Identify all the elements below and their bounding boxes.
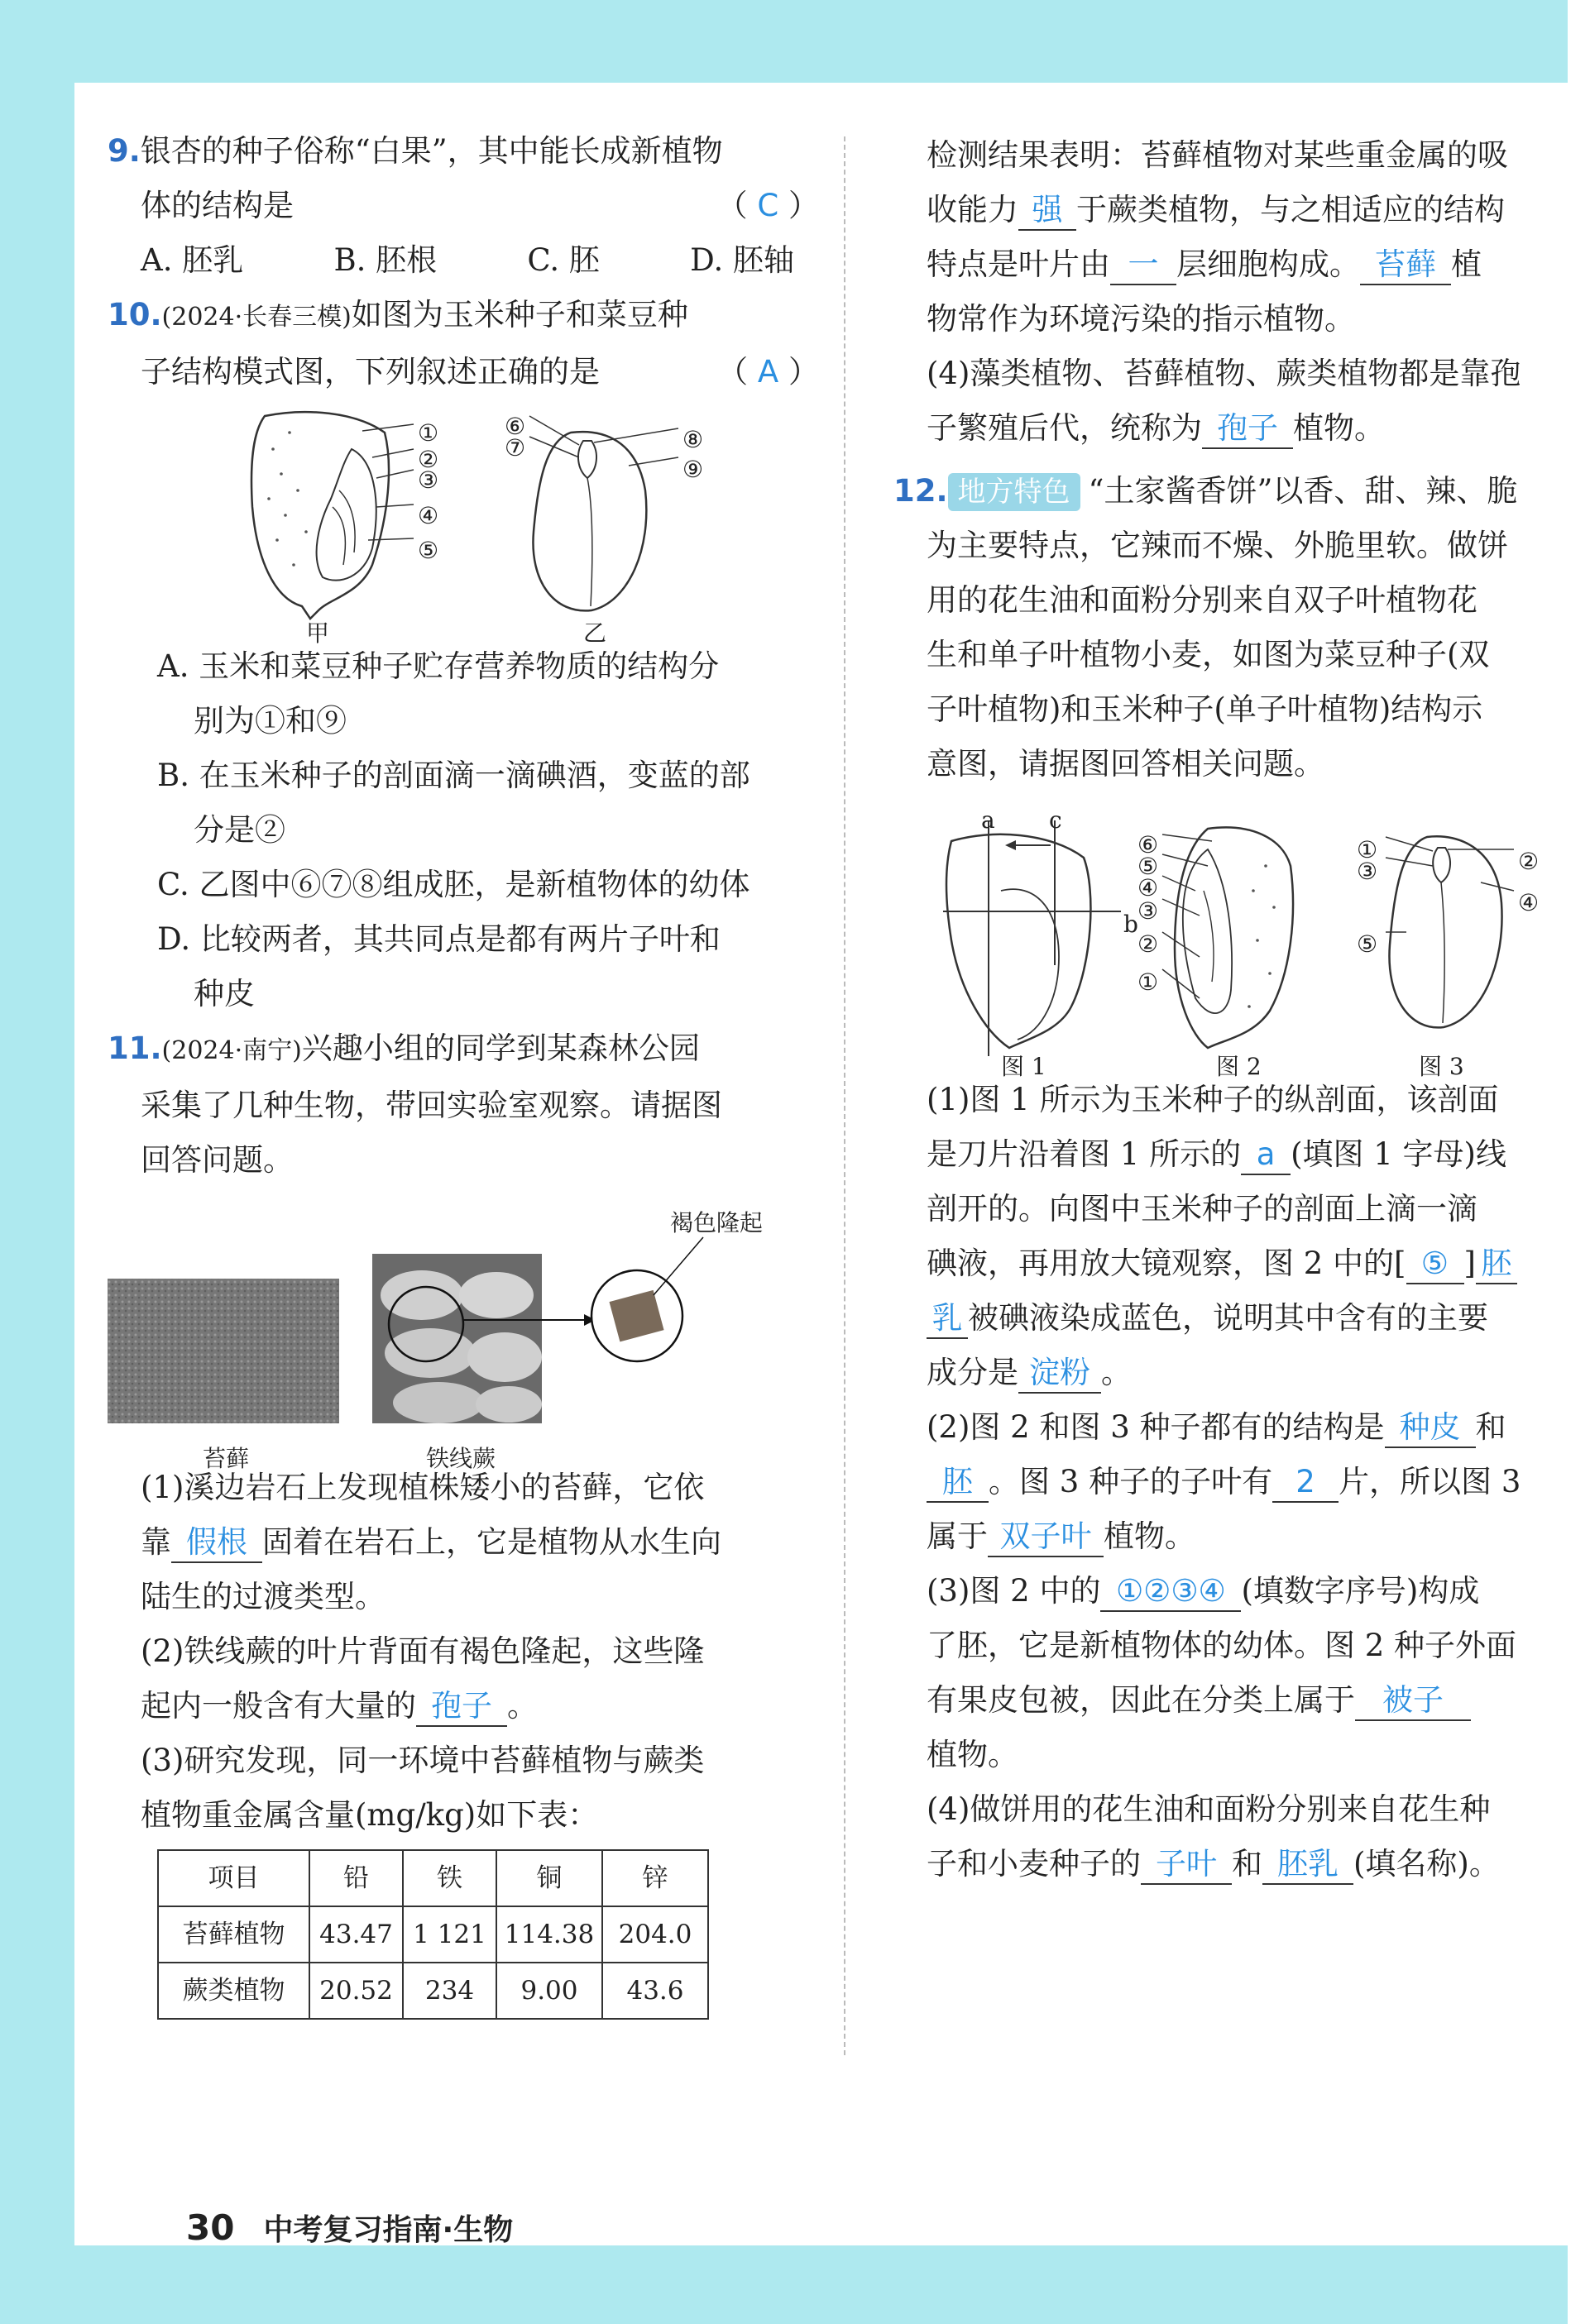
moss-fern-photos	[108, 1188, 819, 1461]
answer-blank: 胚	[927, 1463, 989, 1503]
answer-blank: 双子叶	[988, 1518, 1104, 1557]
option-d: D. 胚轴	[690, 242, 794, 278]
seed-figure-jia-yi	[141, 399, 819, 647]
label-5: ⑤	[1357, 930, 1378, 958]
question-text: 体的结构是	[141, 188, 294, 223]
label-1: ①	[1357, 836, 1378, 863]
label-4: ④	[418, 502, 439, 529]
option-a: A. 胚乳	[141, 242, 244, 278]
table-header-cell: 项目	[158, 1850, 309, 1906]
caption-fig3: 图 3	[1419, 1053, 1464, 1080]
seed-figure-1-2-3	[927, 800, 1547, 1080]
answer-blank: 被子	[1355, 1681, 1471, 1721]
answer-blank: 假根	[171, 1523, 262, 1563]
table-cell: 苔藓植物	[158, 1906, 309, 1963]
question-number: 10.	[108, 297, 162, 332]
answer-blank: 子叶	[1141, 1845, 1232, 1885]
label-5: ⑤	[418, 537, 439, 564]
answer-choice: A	[757, 354, 779, 390]
sub-question-3: (3)研究发现，同一环境中苔藓植物与蕨类	[141, 1743, 705, 1778]
seed-diagram	[141, 399, 819, 639]
option-b: B. 在玉米种子的剖面滴一滴碘酒，变蓝的部	[157, 758, 750, 793]
question-text: 银杏的种子俗称“白果”，其中能长成新植物	[140, 133, 723, 169]
options-row	[141, 233, 794, 288]
table-header-cell: 锌	[602, 1850, 708, 1906]
answer-blank: 乳	[927, 1299, 968, 1339]
callout-label: 褐色隆起	[670, 1209, 764, 1236]
sub-question-3: (3)图 2 中的 ①②③④ (填数字序号)构成	[927, 1564, 1547, 1619]
sub-question-2: (2)图 2 和图 3 种子都有的结构是 种皮 和	[927, 1400, 1547, 1455]
table-cell: 204.0	[602, 1906, 708, 1963]
sub-question-2: (2)铁线蕨的叶片背面有褐色隆起，这些隆	[141, 1633, 705, 1669]
caption-jia: 甲	[306, 619, 330, 647]
answer-blank: 苔藓	[1360, 246, 1451, 285]
sub-question-4: (4)藻类植物、苔藓植物、蕨类植物都是靠孢	[927, 356, 1521, 391]
corn-seed-outline	[251, 412, 389, 619]
label-2: ②	[1518, 848, 1540, 875]
label-9: ⑨	[682, 456, 704, 483]
answer-blank: 2	[1272, 1463, 1339, 1503]
table-header-cell: 铜	[496, 1850, 602, 1906]
option-c: C. 乙图中⑥⑦⑧组成胚，是新植物体的幼体	[157, 867, 750, 902]
answer-blank: 种皮	[1385, 1408, 1476, 1448]
table-cell: 1 121	[403, 1906, 496, 1963]
top-cyan-band	[0, 0, 1590, 83]
table-row	[158, 1906, 708, 1963]
label-2: ②	[418, 446, 439, 473]
question-9	[108, 124, 819, 288]
label-2: ②	[1137, 930, 1159, 958]
label-3: ③	[418, 466, 439, 494]
option-a-cont: 别为①和⑨	[194, 703, 347, 739]
moss-fern-figure	[108, 1188, 819, 1472]
option-c: C. 胚	[527, 242, 600, 278]
left-column	[108, 124, 819, 2020]
label-3: ③	[1357, 858, 1378, 885]
option-a: A. 玉米和菜豆种子贮存营养物质的结构分	[157, 648, 720, 684]
table-cell: 20.52	[309, 1963, 403, 2019]
label-4: ④	[1518, 889, 1540, 916]
answer-blank: 胚乳	[1262, 1845, 1353, 1885]
book-title: 中考复习指南·生物	[263, 2213, 514, 2247]
label-8: ⑧	[682, 426, 704, 453]
table-header-cell: 铁	[403, 1850, 496, 1906]
table-cell: 43.6	[602, 1963, 708, 2019]
caption-fig2: 图 2	[1216, 1053, 1262, 1080]
table-cell: 43.47	[309, 1906, 403, 1963]
question-source: (2024·长春三模)	[161, 303, 352, 332]
table-cell: 114.38	[496, 1906, 602, 1963]
question-source: (2024·南宁)	[161, 1036, 302, 1065]
answer-blank: 一	[1110, 246, 1176, 285]
question-12: 12. 地方特色 “土家酱香饼”以香、甜、辣、脆 为主要特点，它辣而不燥、外脆里软。做饼 用的花生油和面粉分别来自双子叶植物花 生和单子叶植物小麦，如图为菜豆种子(双 子叶植物)和玉米种子(单子叶植物)结构示 意图，请据图回答相关问题。 a c b ⑥ ⑤ ④ ③ ② ① ① ③ ② ④ ⑤ 图 1 图 2 图 3 (1)图 1 所示为玉米种子的纵剖面，该剖面 是刀片沿着图 1 所示的 a (填图 1 字母)线 剖开的。向图中玉米种子的剖面上滴一滴 碘液，再用放大镜观察，图 2 中的[ ⑤ ] 胚 乳 被碘液染成蓝色，说明其中含有的主要 成分是 淀粉 。 (2)图 2 和图 3 种子都有的结构是 种皮 和 胚 。图 3 种子的子叶有 2 片，所以图 3 属于 双子叶 植物。 (3)图 2 中的 ①②③④ (填数字序号)构成 了胚，它是新植物体的幼体。图 2 种子外面 有果皮包被，因此在分类上属于 被子 植物。 (4)做饼用的花生油和面粉分别来自花生种 子和小麦种子的 子叶 和 胚乳 (填名称)。	[927, 464, 1547, 1891]
label-5: ⑤	[1137, 853, 1159, 880]
label-3: ③	[1137, 897, 1159, 925]
caption-fern: 铁线蕨	[426, 1445, 496, 1472]
option-b: B. 胚根	[333, 242, 438, 278]
letter-a: a	[981, 806, 995, 834]
bottom-cyan-band	[0, 2245, 1590, 2324]
fig2-corn-seed	[1175, 827, 1293, 1048]
question-10	[108, 288, 819, 1021]
table-cell: 蕨类植物	[158, 1963, 309, 2019]
answer-blank: 孢子	[1202, 409, 1293, 449]
answer-blank: 胚	[1476, 1245, 1517, 1284]
question-text: 回答问题。	[141, 1142, 294, 1178]
label-6: ⑥	[1137, 831, 1159, 858]
answer-blank: 孢子	[416, 1687, 507, 1727]
question-text: 采集了几种生物，带回实验室观察。请据图	[141, 1088, 722, 1123]
question-text: 子结构模式图，下列叙述正确的是	[141, 354, 600, 390]
right-margin	[1568, 0, 1590, 2324]
page-number: 30	[186, 2207, 235, 2248]
bean-seed-outline	[533, 432, 646, 610]
option-b-cont: 分是②	[194, 812, 285, 848]
column-divider	[844, 136, 845, 2055]
letter-c: c	[1049, 806, 1062, 834]
letter-b: b	[1123, 911, 1138, 938]
label-7: ⑦	[505, 434, 526, 461]
topic-tag: 地方特色	[948, 473, 1080, 511]
answer-blank: ⑤	[1406, 1245, 1464, 1284]
label-1: ①	[1137, 968, 1159, 996]
label-1: ①	[418, 419, 439, 447]
moss-photo	[108, 1279, 339, 1423]
caption-fig1: 图 1	[1001, 1053, 1046, 1080]
answer-blank: a	[1241, 1136, 1291, 1175]
sub-question-1: (1)图 1 所示为玉米种子的纵剖面，该剖面	[927, 1082, 1499, 1117]
table-header-row	[158, 1850, 708, 1906]
question-text: 如图为玉米种子和菜豆种	[351, 297, 688, 332]
answer-bracket: （ C ）	[716, 188, 819, 223]
sub-question-1: (1)溪边岩石上发现植株矮小的苔藓，它依	[141, 1470, 705, 1505]
label-6: ⑥	[505, 413, 526, 440]
question-number: 9.	[108, 133, 141, 169]
answer-blank: 强	[1018, 191, 1076, 231]
table-cell: 234	[403, 1963, 496, 2019]
caption-moss: 苔藓	[203, 1445, 250, 1472]
question-text: 兴趣小组的同学到某森林公园	[301, 1030, 700, 1066]
fig1-corn-seed	[946, 834, 1090, 1048]
question-number: 11.	[108, 1030, 162, 1066]
option-d-cont: 种皮	[194, 976, 255, 1011]
table-cell: 9.00	[496, 1963, 602, 2019]
seed-sections-diagram	[927, 800, 1547, 1073]
caption-yi: 乙	[583, 619, 607, 647]
table-header-cell: 铅	[309, 1850, 403, 1906]
table-row	[158, 1963, 708, 2019]
sub-question-4: (4)做饼用的花生油和面粉分别来自花生种	[927, 1791, 1491, 1827]
left-cyan-band	[0, 0, 74, 2324]
page-footer	[186, 2207, 513, 2249]
right-column: 检测结果表明：苔藓植物对某些重金属的吸 收能力 强 于蕨类植物，与之相适应的结构 特点是叶片由 一 层细胞构成。 苔藓 植 物常作为环境污染的指示植物。 (4)藻类植物、苔藓植物、蕨类植物都是靠孢 子繁殖后代，统称为 孢子 植物。 12. 地方特色 “土家酱香饼”以香、甜、辣、脆 为主要特点，它辣而不燥、外脆里软。做饼 用的花生油和面粉分别来自双子叶植物花 生和单子叶植物小麦，如图为菜豆种子(双 子叶植物)和玉米种子(单子叶植物)结构示 意图，请据图回答相关问题。 a c b ⑥ ⑤ ④ ③ ② ① ① ③ ② ④ ⑤ 图 1 图 2 图 3 (1)图 1 所示为玉米种子的纵剖面，该剖面 是刀片沿着图 1 所示的 a (填图 1 字母)线 剖开的。向图中玉米种子的剖面上滴一滴 碘液，再用放大镜观察，图 2 中的[ ⑤ ] 胚 乳 被碘液染成蓝色，说明其中含有的主要 成分是 淀粉 。 (2)图 2 和图 3 种子都有的结构是 种皮 和 胚 。图 3 种子的子叶有 2 片，所以图 3 属于 双子叶 植物。 (3)图 2 中的 ①②③④ (填数字序号)构成 了胚，它是新植物体的幼体。图 2 种子外面 有果皮包被，因此在分类上属于 被子 植物。 (4)做饼用的花生油和面粉分别来自花生种 子和小麦种子的 子叶 和 胚乳 (填名称)。	[927, 128, 1547, 1891]
answer-choice: C	[757, 188, 779, 223]
option-d: D. 比较两者，其共同点是都有两片子叶和	[157, 921, 721, 957]
answer-bracket: （ A ）	[717, 354, 819, 390]
answer-blank: ①②③④	[1100, 1572, 1241, 1612]
answer-blank: 淀粉	[1018, 1354, 1101, 1394]
question-number: 12.	[893, 473, 948, 509]
heavy-metal-table	[157, 1849, 709, 2020]
label-4: ④	[1137, 874, 1159, 901]
question-11: 11.(2024·南宁)兴趣小组的同学到某森林公园 采集了几种生物，带回实验室观察。请据图 回答问题。 褐色隆起 苔藓 铁线蕨 (1)溪边岩石上发现植株矮小的苔藓，它依 靠 假根 固着在岩石上，它是植物从水生向 陆生的过渡类型。 (2)铁线蕨的叶片背面有褐色隆起，这些隆 起内一般含有大量的 孢子 。 (3)研究发现，同一环境中苔藓植物与蕨类 植物重金属含量(mg/kg)如下表： 项目 铅 铁 铜 锌 苔藓植物 43.47 1 121 114.38 204.0 蕨类植物 20.52 234 9.00 43.6	[141, 1021, 819, 2020]
